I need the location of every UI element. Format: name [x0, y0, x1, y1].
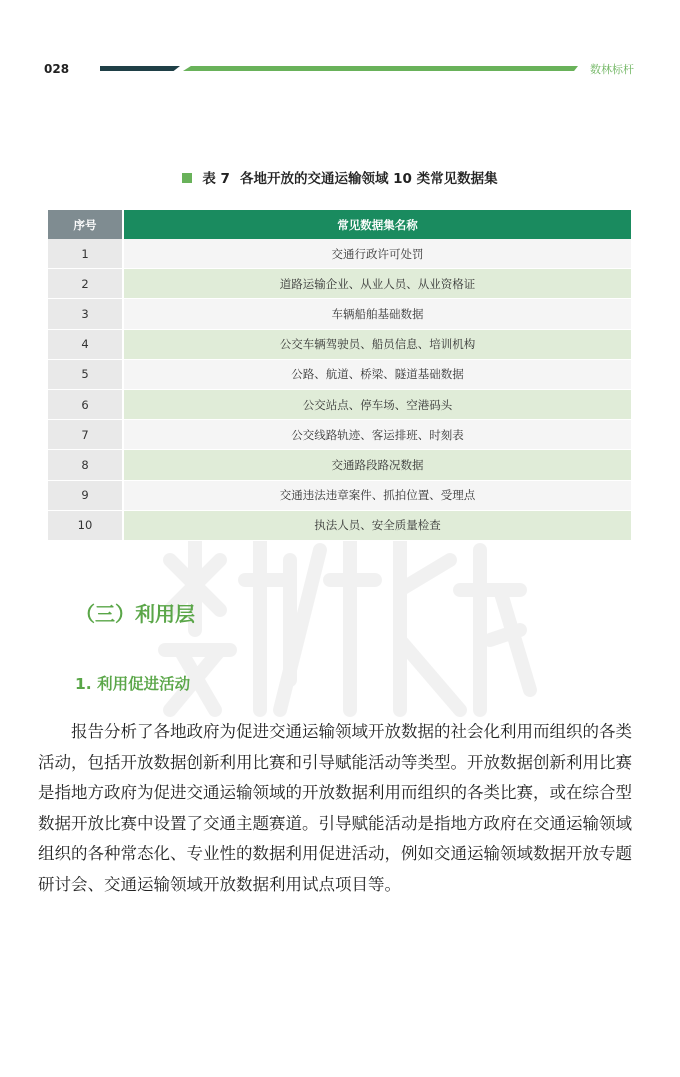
table-row — [48, 359, 631, 389]
column-header-name: 常见数据集名称 — [123, 210, 631, 239]
row-seq: 3 — [48, 299, 123, 329]
row-seq: 2 — [48, 269, 123, 299]
row-seq: 1 — [48, 239, 123, 269]
row-seq: 8 — [48, 450, 123, 480]
row-dataset-name: 交通路段路况数据 — [123, 450, 631, 480]
header-bar-green — [183, 66, 578, 71]
header-bar-dark — [100, 66, 180, 71]
column-header-seq: 序号 — [48, 210, 123, 239]
table-row — [48, 239, 631, 269]
table-row — [48, 389, 631, 419]
section-heading: （三）利用层 — [75, 602, 195, 626]
row-dataset-name: 公交站点、停车场、空港码头 — [123, 389, 631, 419]
caption-marker — [182, 173, 192, 183]
row-seq: 4 — [48, 329, 123, 359]
row-dataset-name: 车辆船舶基础数据 — [123, 299, 631, 329]
subsection-heading: 1. 利用促进活动 — [75, 675, 191, 693]
brand-label: 数林标杆 — [590, 63, 634, 76]
table-row — [48, 450, 631, 480]
table-row — [48, 299, 631, 329]
row-dataset-name: 公交车辆驾驶员、船员信息、培训机构 — [123, 329, 631, 359]
row-seq: 6 — [48, 389, 123, 419]
row-seq: 9 — [48, 480, 123, 510]
row-dataset-name: 交通行政许可处罚 — [123, 239, 631, 269]
row-seq: 5 — [48, 359, 123, 389]
caption-title: 各地开放的交通运输领域 10 类常见数据集 — [239, 171, 498, 187]
row-dataset-name: 交通违法违章案件、抓拍位置、受理点 — [123, 480, 631, 510]
page-number: 028 — [44, 62, 70, 76]
table-row — [48, 420, 631, 450]
row-seq: 10 — [48, 510, 123, 540]
table-header-row — [48, 210, 631, 239]
row-dataset-name: 道路运输企业、从业人员、从业资格证 — [123, 269, 631, 299]
table-row — [48, 329, 631, 359]
caption-prefix: 表 7 — [202, 171, 230, 187]
row-dataset-name: 执法人员、安全质量检查 — [123, 510, 631, 540]
table-row — [48, 510, 631, 540]
table-caption — [0, 167, 680, 187]
row-seq: 7 — [48, 420, 123, 450]
table-row — [48, 269, 631, 299]
body-paragraph: 报告分析了各地政府为促进交通运输领域开放数据的社会化利用而组织的各类活动，包括开放数据创新利用比赛和引导赋能活动等类型。开放数据创新利用比赛是指地方政府为促进交通运输领域的开放数据利用而组织的各类比赛，或在综合型数据开放比赛中设置了交通主题赛道。引导赋能活动是指地方政府在交通运输领域组织的各种常态化、专业性的数据利用促进活动，例如交通运输领域数据开放专题研讨会、交通运输领域开放数据利用试点项目等。 — [38, 722, 632, 894]
watermark-logo — [150, 520, 540, 720]
row-dataset-name: 公路、航道、桥梁、隧道基础数据 — [123, 359, 631, 389]
row-dataset-name: 公交线路轨迹、客运排班、时刻表 — [123, 420, 631, 450]
dataset-table — [48, 210, 631, 541]
table-row — [48, 480, 631, 510]
